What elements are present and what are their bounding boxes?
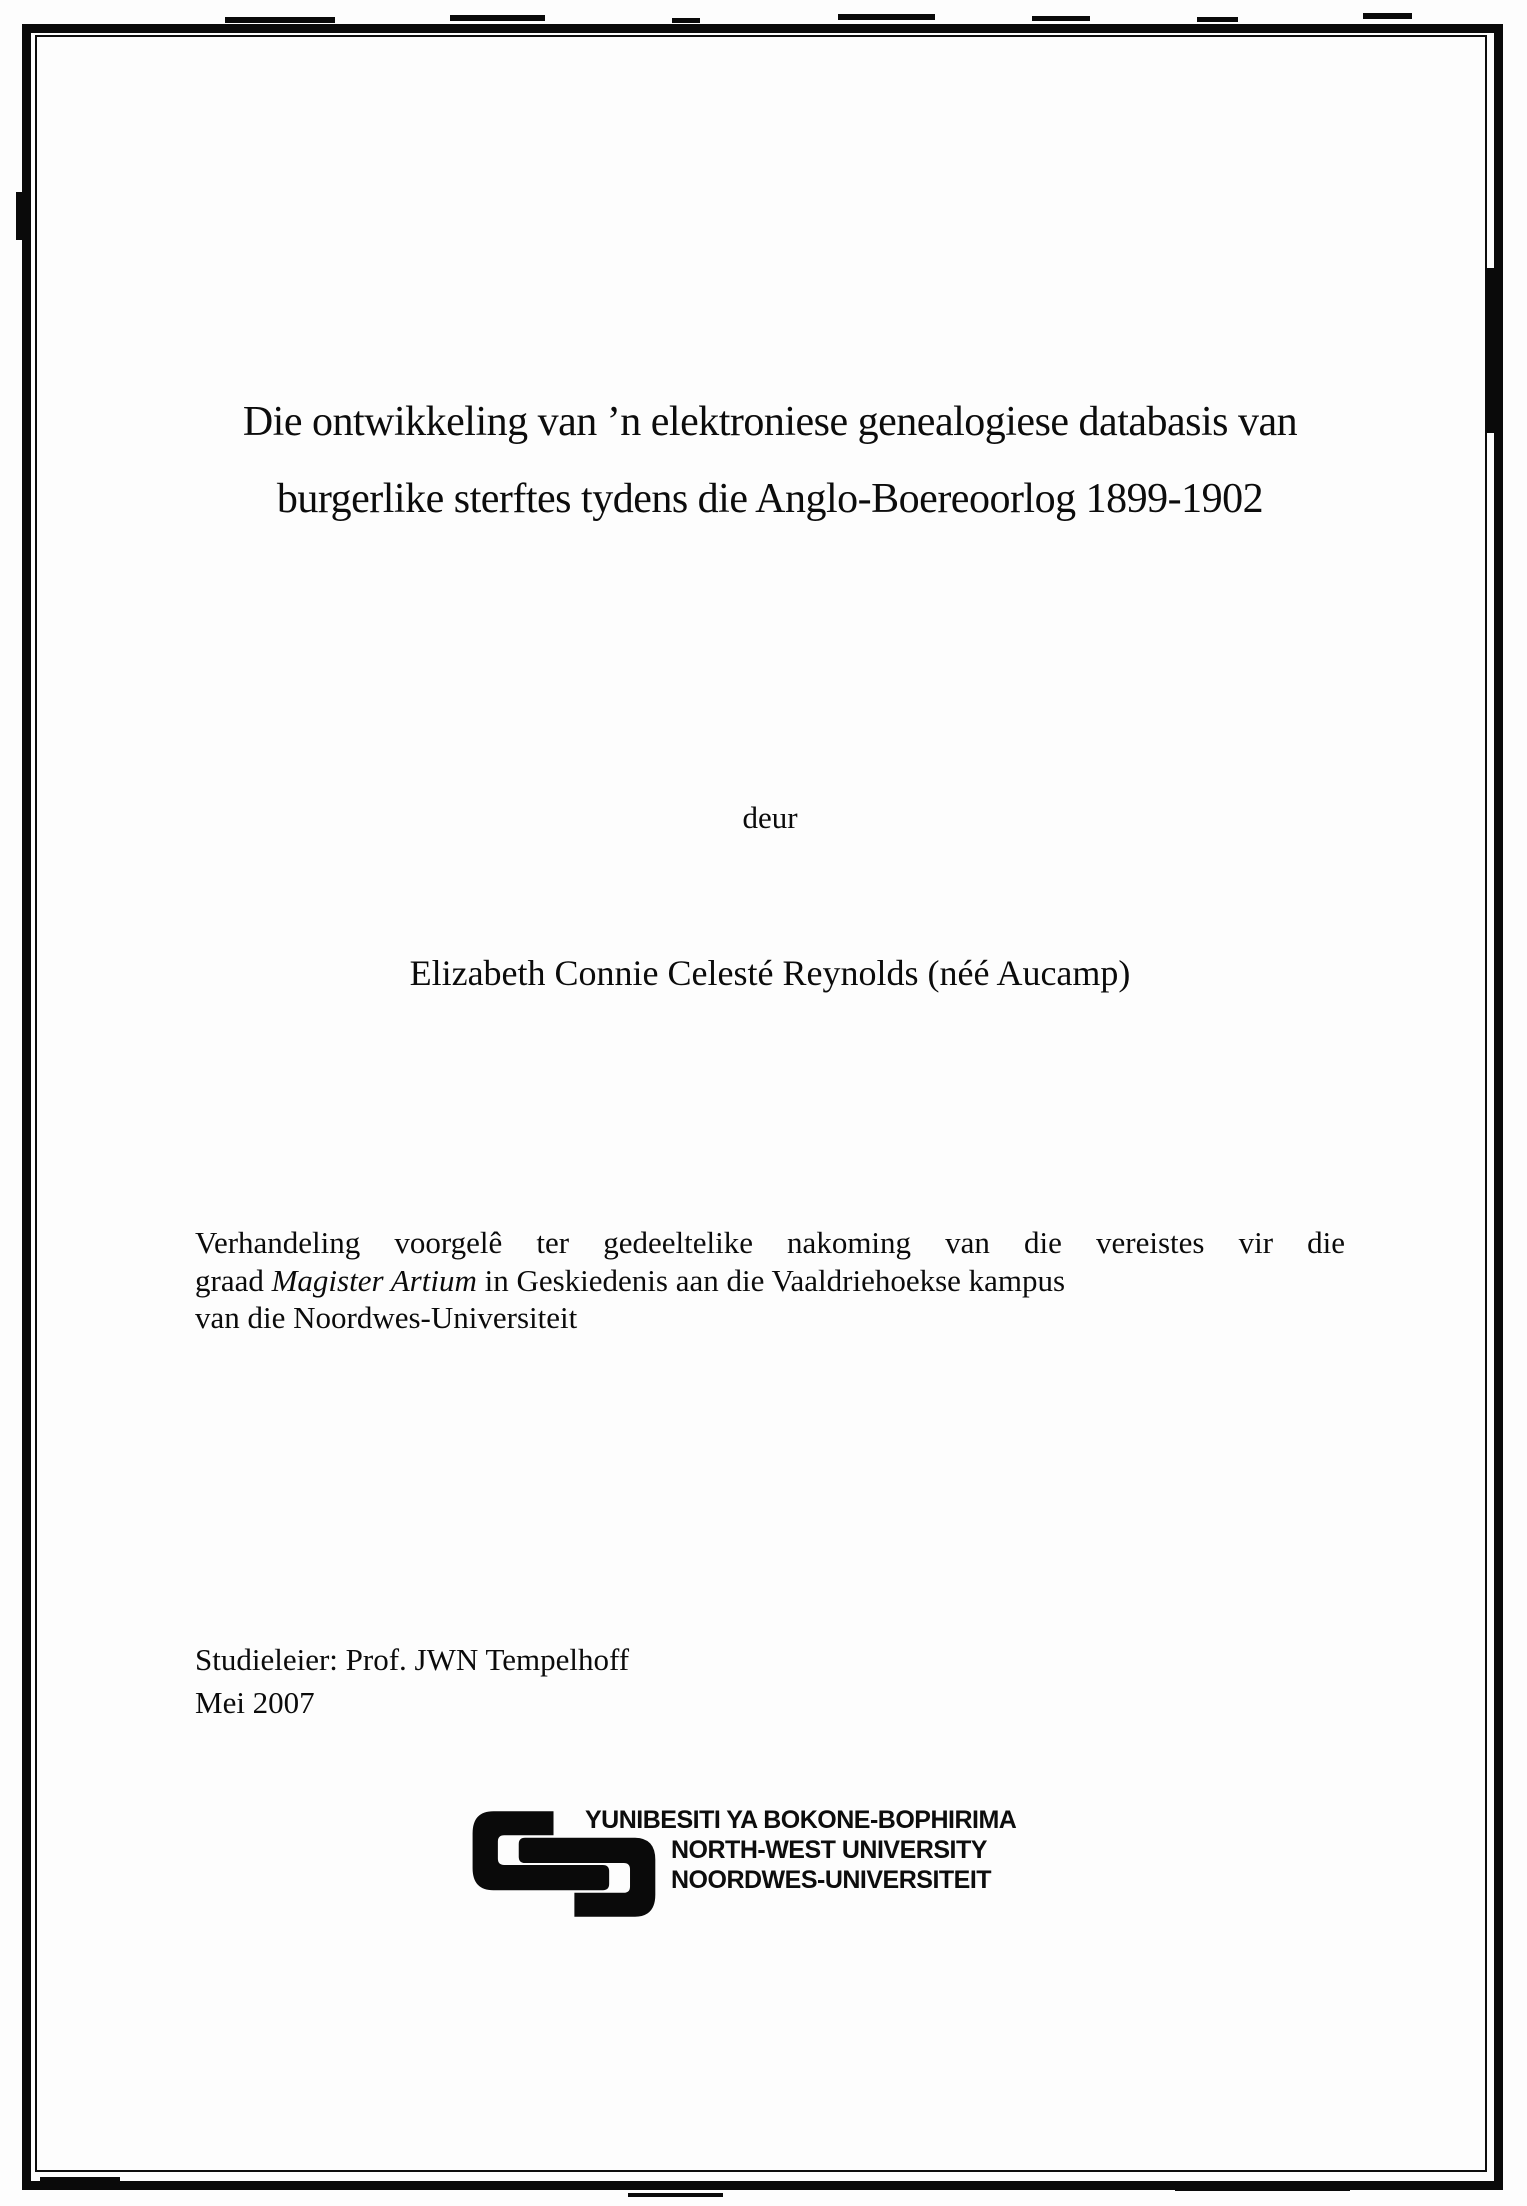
scan-artifact bbox=[1197, 17, 1238, 22]
declaration-paragraph bbox=[195, 1224, 1345, 1337]
supervisor-line: Studieleier: Prof. JWN Tempelhoff bbox=[195, 1642, 630, 1677]
logo-name-afrikaans: NOORDWES-UNIVERSITEIT bbox=[671, 1866, 992, 1894]
university-logo bbox=[465, 1803, 1065, 1933]
scan-artifact bbox=[225, 17, 335, 23]
byline-deur: deur bbox=[742, 800, 798, 835]
scan-artifact bbox=[838, 14, 935, 20]
scan-artifact bbox=[1032, 16, 1090, 21]
degree-prefix: graad bbox=[195, 1262, 272, 1298]
logo-name-setswana: YUNIBESITI YA BOKONE-BOPHIRIMA bbox=[585, 1806, 1017, 1834]
date-line: Mei 2007 bbox=[195, 1685, 315, 1720]
scan-artifact bbox=[1486, 268, 1496, 433]
scan-artifact bbox=[1175, 2186, 1350, 2191]
scan-artifact bbox=[16, 192, 30, 240]
declaration-line-3: van die Noordwes-Universiteit bbox=[195, 1300, 578, 1335]
scan-artifact bbox=[672, 18, 700, 23]
scan-artifact bbox=[450, 15, 545, 21]
title-line-2: burgerlike sterftes tydens die Anglo-Boereoorlog 1899-1902 bbox=[276, 476, 1264, 522]
scan-artifact bbox=[628, 2193, 723, 2197]
scan-artifact bbox=[1363, 13, 1412, 19]
degree-suffix: in Geskiedenis aan die Vaaldriehoekse kampus bbox=[476, 1262, 1066, 1298]
degree-name-italic: Magister Artium bbox=[271, 1262, 477, 1298]
author-name: Elizabeth Connie Celesté Reynolds (néé Aucamp) bbox=[409, 953, 1131, 993]
declaration-line-2 bbox=[195, 1262, 1345, 1300]
university-logo-text bbox=[585, 1805, 1016, 1895]
scan-artifact bbox=[40, 2177, 120, 2182]
declaration-line-1: Verhandeling voorgelê ter gedeeltelike nakoming van die vereistes vir die bbox=[195, 1225, 1345, 1260]
thesis-title bbox=[195, 384, 1345, 538]
title-line-1: Die ontwikkeling van ’n elektroniese genealogiese databasis van bbox=[242, 399, 1298, 445]
logo-name-english: NORTH-WEST UNIVERSITY bbox=[671, 1836, 987, 1864]
supervisor-block bbox=[195, 1638, 629, 1724]
